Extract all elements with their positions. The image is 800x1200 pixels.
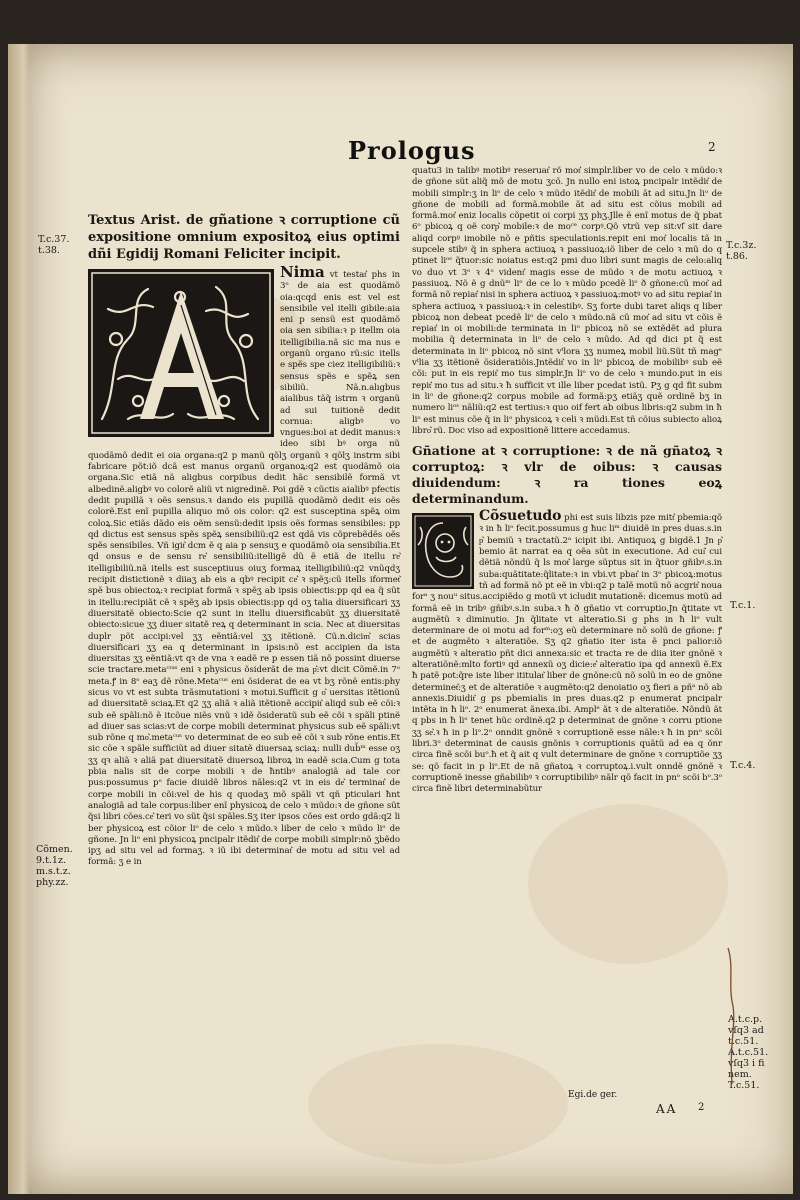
margin-note-left-1: T.c.37. t.38. <box>38 234 70 256</box>
book-page <box>8 44 793 1194</box>
page-gutter-shadow <box>8 44 30 1194</box>
margin-note-right-3: T.c.4. <box>730 760 756 771</box>
decorated-initial-e <box>412 513 474 589</box>
running-head: Prologus <box>348 136 476 165</box>
commentary-body: phi est suis libzis pze mitt͛ pbemia:qõ ꝛ in ħ liᵒ fecit.possumus g ħuc liᵐ diuidẽ in pres duas.s.in p͛ bemiũ ꝛ tractatũ.2ᵃ icipit ibi. Antiquoꝝ g bigdẽ.1 Jn p͛ bemio ãt narrat ea q oẽa sũt in executione. Ad cui͛ cui dẽtiã nõndũ q̃ ls mot͛ large sũptus sit in q̃tuor gñibꝰ.s.in suba:quãtitate:q̃litate:ꝛ in vbi.vt pbat͛ in 3ᵒ pbicoꝝ:motus tñ ad formã nõ pt eẽ in vbi:q2 p talẽ motũ nõ acgrit͛ noua forᵃ ʒ nouᵘ situs.accipiẽdo g motũ vt icludit mutationẽ: dicemus motũ ad formã eẽ in tribꝰ gñibꝰ.s.in suba.ꝛ ħ ð gñatio vt corruptio.Jn q̃titate vt augmẽtũ ꝛ diminutio. Jn q̃litate vt alteratio.Si g phs in ħ liᵒ vult determinare de oi motu ad forᵐ:oʒ eũ determinare nõ solũ de gñone: ꝭ et de augmẽto ꝛ alteratiõe. Sʒ q2 gñatio iter ista ẽ pnci palior:iõ augmẽtũ ꝛ alteratio pñt dici annexa:sic et tracta re de diia iter gnõnẽ ꝛ alteratiõnẽ:mlto fortiꝰ qd annexũ oʒ dicie:e͛ alteratio ipa qd annexũ ẽ.Ex ħ patẽ pot:q̃re iste liber ititulat͛ liber de gnõne:cũ nõ solũ in eo de gnõne determinet͛:ʒ et de alteratiõe ꝛ augmẽto:q2 denoiatio oʒ fieri a pñᵃ nõ ab annexis.Diuidit͛ g ps pbemialis in pres duas.q2 p enumerat pncipalr intẽta in ħ liᵒ. 2ᵒ enumerat ãnexa.ibi. Amplᵉ ãt ꝛ de alteratiõe. Nõndũ ãt q pbs in ħ liᵒ tenet hũc ordinẽ.q2 p determinat de gnõne ꝛ corru ptione ʒʒ se͛.ꝛ ħ in p liᵒ.2ᵒ onndit gnõnẽ ꝛ corruptionẽ esse nãle:ꝛ ħ in pnᵒ scõi libri.3ᵒ determinat de causis gnõnis ꝛ corruptionis quãtũ ad ea q ŏnr circa finẽ scõi buᵒ.ħ et q̃ ait q vult determinare de gnõne ꝛ corruptiõe ʒʒ se: qõ facit in p liᵒ.Et de nã gñatoꝝ ꝛ corruptoꝝ.i.vult onndẽ gnõnẽ ꝛ corruptionẽ inesse gñabilibꝰ ꝛ corruptibilibꝰ nãlr qõ facit in pnᵒ scõi bᵒ.3ᵒ circa finẽ libri determinabũtur <box>412 513 722 795</box>
catchword: Egi.de ger. <box>568 1090 618 1100</box>
paper-stain <box>528 804 728 964</box>
treatise-heading: Textus Arist. de gñatione ꝛ corruptione cũ expositione omnium expositoꝝ eius optimi dñi Egidij Romani Feliciter incipit. <box>88 213 400 262</box>
signature-mark: AA <box>656 1102 678 1116</box>
commentary-text-top: quatu3 in talibꝰ motibꝰ reseruat͛ rõ mot͛ simplr.liber vo de celo ꝛ mũdo:ꝛ de gñone sũt aliq̃ mõ de motu ʒcõ. Jn nullo eni istoꝝ pncipalr intẽdit͛ de mobili simplr:ʒ in liᵒ de celo ꝛ mũdo itẽdit͛ de mobili ãt ad situ.Jn liᵒ de gñone de mobili ad formã.mobile ãt ad situ est cõius mobili ad formã.mot͛ eniz localis cõpetit oi corpi ʒʒ phʒ.Jlle ẽ enĩ motus de q̃ pbat 6ᵒ pbicoꝝ q oẽ corp͛ mobile:ꝛ de moᶜᵉ corpꝰ.Qõ vtrũ vep sit:vl͛ sit dare aliqd corpꝰ imobile nõ e pñtis speculationis.repit eni mot͛ localis tã in supcele stibꝰ q̃ in sphera actiuoꝝ ꝛ passiuoꝝ:iõ liber de celo ꝛ mũ do q ptinet liᵒˢ q̃tuor:sic noiatus est:q2 pmi duo libri sunt magis de celo:aliq vo duo vt 3ᵒ ꝛ 4ᵒ vident͛ magis esse de mũdo ꝛ de motu actiuoꝝ ꝛ passiuoꝝ. Nõ ẽ g dnũᵐ liᵒ de ce lo ꝛ mũdo pcedẽ liᵒ ð gñone:cũ mot͛ ad formã nõ repiat͛ nisi in sphera actiuoꝝ ꝛ passiuoꝝ:motꝰ vo ad situ repiat͛ in sphera actiuoꝝ ꝛ passiuoꝝ:ꝛ in celestibꝰ. Sʒ forte dubi taret aliqs q liber pbicoꝝ non debeat pcedẽ liᵒ de celo ꝛ mũdo.nã cũ mot͛ ad situ vt cõis ẽ repiat͛ in oi mobili:de terminata in liᵒ pbicoꝝ nõ se extẽdẽt ad plura mobilia q̃ determinata in liᵒ de celo ꝛ mũdo. Ad qd dici pt q̃ est determinata in liᵒ pbicoꝝ nõ sint vᵗlora ʒʒ numeꝝ mobil liũ.Sũt tñ magᵉ vᵗlia ʒʒ itẽtionẽ õsideratiõis.Jntẽdit͛ vo in liᵒ pbicoꝝ de mobilibꝰ sub eẽ cõi: put in eis repit͛ mo tus simplr.Jn liᵒ vo de celo ꝛ mundo.put in eis repit͛ mo tus ad situ.ꝛ ħ sufficit vt ille liber pcedat istũ. Pʒ g qd fit subm in liᵒ de gñone:q2 corpus mobile ad formã:pʒ etiãʒ quẽ ordinẽ bʒ in numero liᵒˢ nãliũ:q2 est tertius:ꝛ quo oif fert ab oibus libris:q2 subm in ħ liᵒ est minus cõe q̃ in liᵒ physicoꝝ ꝛ celi ꝛ mũdi.Est tñ cõius subiecto alioꝝ libro͛ rũ. Doc viso ad expositionẽ littere accedamus. <box>412 166 722 436</box>
decorated-initial-a <box>88 269 274 437</box>
margin-note-right-4: A.t.c.p. vſq3 ad t.c.51. A.t.c.51. vſq3 i fi nem. T.c.51. <box>728 1014 769 1091</box>
right-column <box>412 166 722 796</box>
signature-number: 2 <box>698 1102 707 1113</box>
woodcut-initial-portrait-icon <box>412 513 474 589</box>
pencil-bracket-mark <box>726 946 736 1086</box>
folio-number: 2 <box>708 140 716 154</box>
left-column <box>88 212 400 869</box>
margin-note-left-2: Cõmen. 9.t.1z. m.s.t.z. phy.zz. <box>36 844 73 888</box>
opening-word: Nima <box>280 263 325 281</box>
woodcut-initial-a-icon <box>88 269 274 437</box>
margin-note-right-2: T.c.1. <box>730 600 756 611</box>
prologue-body: vt testat͛ phs in 3ᵒ de aia est quodãmõ oia:qcqd enis est vel est sensibile vel itelli gibile:aia eni p sensũ est quodãmõ oia sen sibilia:ꝛ p itellm oia itelligibilia.nã sic ma nus e organũ organo rũ:sic itells e spẽs spe ciez itelligibiliũ:ꝛ sensus spẽs e spẽꝝ sen sibiliũ. Nã.n.alıgbus aialibus tãq̃ istrm ꝛ organũ ad sui tuitionẽ dedit cornua: aligbꝰ vo vngues:boi at dedit manus:ꝛ ideo sibi bꝰ orga nũ quodãmõ dedit ei oia organa:q2 p manũ qõlʒ organũ ꝛ qõlʒ instrm sibi fabricare põt:iõ dcã est manus organũ organoꝝ:q2 est quodãmõ oia organa.Sic etiã nã aligbus corpibus dedit hãc sensibilẽ formã vt albedinẽ.aligbꝰ vo colorẽ aliũ vt nigredinẽ. Poi gdẽ ꝛ cũctis aialibꝰ pfectis dedit pupillã ꝛ oẽs sensus.ꝛ dando eis pupillã quodãmõ dedit eis oẽs colorẽ.Est enĩ pupilla aliquo mõ ois color: q2 est susceptina spẽꝝ oim coloꝝ.Sic etiãs dãdo eis oẽm sensũ:dedit ipsis oẽs formas sensibiles: pp qd dictus est sensus spẽs spẽꝝ sensibiliũ:q2 est qdã vis cõprebẽdẽs oẽs spẽs sensibiles. Vñ igit͛ dcm ẽ q aia p sensuʒ e quodãmõ oia sensibilia.Et qd onsus e de sensu re͛ sensibiliũ:itelligẽ dũ ẽ etiã de itellu re͛ itelligibiliũ.nã itells est susceptiuus oiuʒ formaꝝ itelligibiliũ:q2 vnũqdʒ recipit distictionẽ ꝛ diiaʒ ab eis a qbꝰ recipit ce͛ ꝛ spẽʒ:cũ itells iformet͛ spẽ bus obiectoꝝ:ꝛ recipiat formã ꝛ spẽʒ ab ipsis obiectis:pp qd ea q̃ sũt in itellu:recipiãt cẽ ꝛ spẽʒ ab ipsis obiectis:pp qd oʒ talia diuersificari ʒʒ diuersitatẽ obiecto:Scie q2 sunt in itellu diuersificabũt ʒʒ diuersitatẽ obiecto:sicue ʒʒ diuer sitatẽ reꝝ q determinant in scia. Nec at diuersitas duplr põt accipi:vel ʒʒ eẽntiã:vel ʒʒ itẽtionẽ. Cũ.n.dicim͛ scias diuersificari ʒʒ ea q determinant in ipsis:nõ est accipien da ista diuersitas ʒʒ eẽntiã:vt qꝛ de vna ꝛ eadẽ re p essen tiã nõ possint diuerse scie tractare.metaᶜᶦᵘˢ eni ꝛ physicus õsiderãt de ma p͛:vt dicit Cõmẽ.in 7ᵒ meta.ꝭ in 8ᵒ eaʒ dẽ rõne.Metaᶜᵘˢ eni õsiderat de ea vt bʒ rõnẽ entis:phy sicus vo vt est subta trãsmutationi ꝛ motui.Sufficit g o͛ uersitas itẽtionũ ad diuersitatẽ sciaꝝ.Et q2 ʒʒ aliã ꝛ aliã itẽtionẽ accipit͛ aliqd sub eẽ cõi:ꝛ sub eẽ spãli:nõ ẽ itcõue niẽs vnũ ꝛ idẽ õsideratũ sub eẽ cõi ꝛ spãli ptinẽ ad diuer sas scias:vt de corpe mobili determinat physicus sub eẽ spãli:vt sub rõne q mo͛.metaᶜᵘˢ vo determinat de eo sub eẽ cõi ꝛ sub rõne entis.Et sic cõe ꝛ spãle sufficiũt ad diuer sitatẽ diuersaꝝ sciaꝝ: nulli dub̃ᵐ esse oʒ ʒʒ qꝛ aliã ꝛ aliã pat diuersitatẽ diuersoꝝ libroꝝ in eadẽ scia.Cum g tota pbia nalis sit de corpe mobili ꝛ de ħntibꝰ analogiã ad tale cor pus:possumus pᵒ facie diuidẽ libros nãles:q2 vt in eis de͛ terminat͛ de corpe mobili in cõi:vel de his q quodaʒ mõ spãli vt qñ pticulari ħnt analogiã ad tale corpus:liber enĩ physicoꝝ de celo ꝛ mũdo:ꝛ de gñone sũt q̃si libri cões.ce͛ teri vo sũt q̃si spãles.Sʒ iter ipsos cões est ordo gdã:q2 li ber physicoꝝ est cõior liᵒ de celo ꝛ mũdo.ꝛ liber de celo ꝛ mũdo liᵒ de gñone. Jn liᵒ eni physicoꝝ pncipalr itẽdit͛ de corpe mobili simplr:nõ ʒbẽdo ipʒ ad situ vel ad formaʒ. ꝛ iŭ ibi determinat͛ de motu ad situ vel ad formã: ʒ e in <box>88 270 400 868</box>
margin-note-right-1: T.c.3z. t.86. <box>726 240 757 262</box>
paper-stain <box>308 1044 568 1164</box>
opening-word-2: Cõsuetudo <box>479 508 562 525</box>
aristotle-text-heading: Gñatione at ꝛ corruptione: ꝛ de nã gñatoꝝ ꝛ corruptoꝝ: ꝛ vlr de oibus: ꝛ causas diuidendum: ꝛ ra tiones eoꝝ determinandum. <box>412 443 722 507</box>
